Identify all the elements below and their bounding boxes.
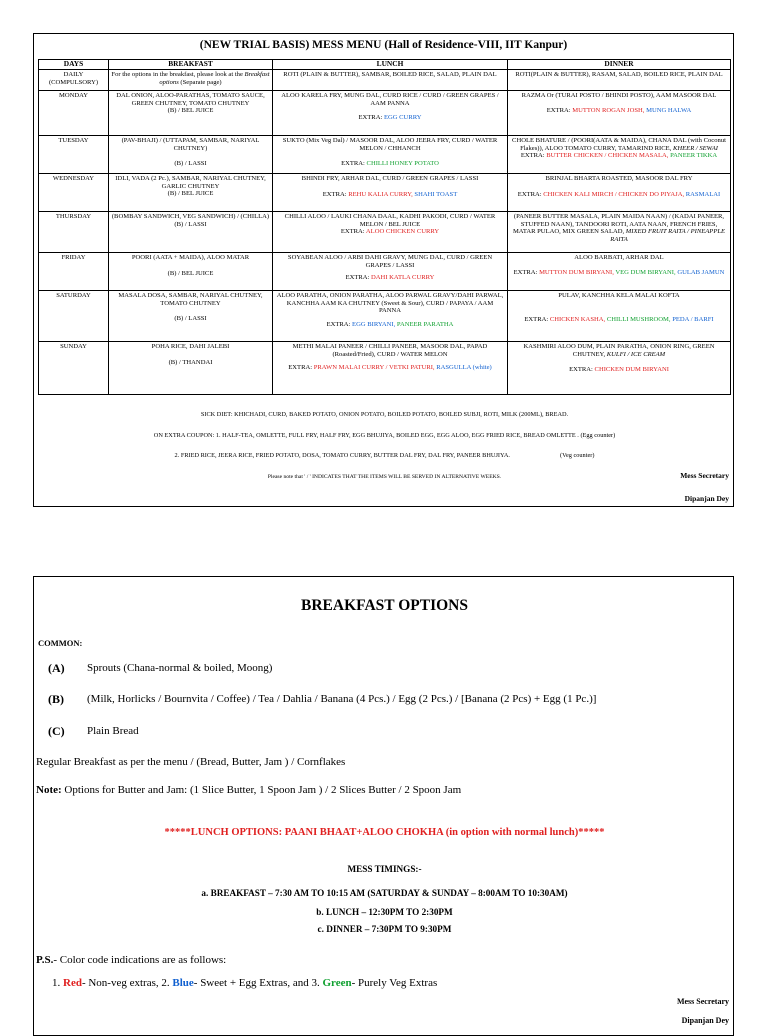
extra-line [510,152,728,160]
breakfast-cell [109,212,273,253]
dinner-cell [508,136,731,174]
lunch-cell [273,136,508,174]
alternation-note: Please note that ' / ' INDICATES THAT THE ITEMS WILL BE SERVED IN ALTERNATIVE WEEKS. [267,474,502,480]
breakfast-cell [109,136,273,174]
butter-jam-note [36,784,461,796]
table-row [39,136,731,174]
extra-line [275,228,505,236]
table-header-row [39,60,731,70]
ps-line [36,954,226,966]
extra-item: RASMALAI [685,190,721,198]
ps-label: P.S. [36,954,54,966]
header-breakfast: BREAKFAST [109,60,273,70]
extra-line [275,321,505,329]
extra-line [275,364,505,372]
cell-text: (PANEER BUTTER MASALA, PLAIN MAIDA NAAN) / (KADAI PANEER, STUFFED NAAN), TANDOORI ROTI, AATA NAAN, FRENCH FRIES, MATAR PULAO, MIX GREEN SALAD, [512,213,725,236]
lunch-cell: ROTI (PLAIN & BUTTER), SAMBAR, BOILED RICE, SALAD, PLAIN DAL [273,70,508,91]
mess-secretary-name: Dipanjan Dey [684,494,729,503]
cell-text: ALOO KARELA FRY, MUNG DAL, CURD RICE / CURD / GREEN GRAPES / AAM PANNA [281,92,499,107]
cell-text: CHOLE BHATURE / (POORI(AATA & MAIDA), CHANA DAL (with Coconut Flakes)), ALOO TOMATO CURRY, TAMARIND RICE, [512,137,726,152]
legend-red: Red [63,977,82,989]
option-a-label: (A) [48,661,65,675]
extra-line [510,191,728,199]
cell-text: IDLI, VADA (2 Pc.), SAMBAR, NARIYAL CHUTNEY, GARLIC CHUTNEY [115,175,266,190]
extra-item: CHICKEN KASHA, [549,315,607,323]
extra-item: MUTTON DUM BIRYANI, [539,268,616,276]
day-cell: TUESDAY [39,136,109,174]
timing-lunch: b. LUNCH – 12:30PM TO 2:30PM [316,907,453,917]
legend-text: 1. [52,977,63,989]
extra-line [275,114,505,122]
cell-text: SUKTO (Mix Veg Dal) / MASOOR DAL, ALOO JEERA FRY, CURD / WATER MELON / CHHANCH [282,137,498,152]
breakfast-cell [109,70,273,91]
cell-text: BRINJAL BHARTA ROASTED, MASOOR DAL FRY [545,175,693,182]
mess-timings-title: MESS TIMINGS:- [347,864,422,874]
cell-text: (PAV-BHAJI) / (UTTAPAM, SAMBAR, NARIYAL CHUTNEY) [121,137,260,152]
day-cell: DAILY (COMPULSORY) [39,70,109,91]
cell-text: (BOMBAY SANDWICH, VEG SANDWICH) / (CHILLA) [111,213,270,220]
day-cell: SATURDAY [39,291,109,342]
cell-text: (B) / LASSI [174,160,207,168]
cell-text: ALOO PARATHA, ONION PARATHA, ALOO PARWAL GRAVY/DAHI PARWAL, KANCHHA AAM KA CHUTNEY (Sweet & Sour), CURD / PAPAYA / AAM PANNA [276,292,504,315]
menu-table [38,59,731,395]
extra-label: EXTRA: [341,160,367,168]
cell-text: POORI (AATA + MAIDA), ALOO MATAR [131,254,250,261]
cell-text: ALOO BARBATI, ARHAR DAL [574,254,664,261]
extra-label: EXTRA: [358,114,384,122]
extra-item: CHICKEN DUM BIRYANI [594,366,669,374]
cell-text: (B) / BEL JUICE [167,269,214,277]
option-b-label: (B) [48,692,64,706]
extra-coupon-2 [34,452,735,459]
header-dinner: DINNER [508,60,731,70]
extra-line [275,160,505,168]
cell-text: (B) / BEL JUICE [167,190,214,198]
extra-label: EXTRA: [546,106,573,114]
mess-secretary-label-2: Mess Secretary [676,997,729,1006]
option-c-label: (C) [48,724,65,738]
table-row [39,291,731,342]
note-label: Note: [36,784,62,796]
coupon-tag: (Veg counter) [560,452,595,459]
breakfast-options-panel [33,576,734,1036]
extra-line [510,107,728,115]
dinner-cell [508,174,731,212]
cell-text: (B) / LASSI [174,315,207,323]
day-cell: FRIDAY [39,253,109,291]
cell-text: MIXED FRUIT RAITA / PINEAPPLE RAITA [610,228,726,243]
cell-text: KASHMIRI ALOO DUM, PLAIN PARATHA, ONION RING, GREEN CHUTNEY, [523,343,715,358]
cell-text: Breakfast options [159,71,270,86]
lunch-cell [273,342,508,395]
mess-secretary-label: Mess Secretary [680,471,729,480]
option-b-text: (Milk, Horlicks / Bournvita / Coffee) / Tea / Dahlia / Banana (4 Pcs.) / Egg (2 Pcs.) / [Banana (2 Pcs) + Egg (1 Pc.)] [87,693,597,705]
extra-line [275,191,505,199]
extra-item: EGG BIRYANI, [352,320,397,328]
extra-label: EXTRA: [524,315,550,323]
extra-item: EGG CURRY [383,114,422,122]
extra-label: EXTRA: [326,320,353,328]
extra-item: DAHI KATLA CURRY [371,274,435,282]
header-days: DAYS [39,60,109,70]
extra-label: EXTRA: [288,364,314,372]
cell-text: MASALA DOSA, SAMBAR, NARIYAL CHUTNEY, TOMATO CHUTNEY [118,292,263,307]
dinner-cell [508,291,731,342]
cell-text: (B) / LASSI [174,220,207,228]
menu-title: (NEW TRIAL BASIS) MESS MENU (Hall of Residence-VIII, IIT Kanpur) [199,39,568,51]
timing-breakfast: a. BREAKFAST – 7:30 AM TO 10:15 AM (SATURDAY & SUNDAY – 8:00AM TO 10:30AM) [201,888,568,898]
extra-label: EXTRA: [513,268,540,276]
regular-breakfast: Regular Breakfast as per the menu / (Bread, Butter, Jam ) / Cornflakes [36,756,346,768]
day-cell: SUNDAY [39,342,109,395]
coupon-text: 2. FRIED RICE, JEERA RICE, FRIED POTATO, DOSA, TOMATO CURRY, BUTTER DAL FRY, DAL FRY, PANEER BHUJIYA. [174,452,510,459]
lunch-cell [273,253,508,291]
extra-item: MUTTON ROGAN JOSH, [572,106,647,114]
extra-item: GULAB JAMUN [677,268,725,276]
breakfast-cell [109,342,273,395]
timing-dinner: c. DINNER – 7:30PM TO 9:30PM [317,924,452,934]
lunch-cell [273,174,508,212]
lunch-cell [273,91,508,136]
extra-coupon-1: ON EXTRA COUPON: 1. HALF-TEA, OMLETTE, FULL FRY, HALF FRY, EGG BHUJIYA, BOILED EGG, EGG ALOO, EGG FRIED RICE, BREAD OMLETTE . (Egg counter) [153,432,616,439]
extra-label: EXTRA: [345,274,372,282]
breakfast-title: BREAKFAST OPTIONS [301,597,468,614]
option-a-text: Sprouts (Chana-normal & boiled, Moong) [87,662,273,674]
table-row [39,212,731,253]
header-lunch: LUNCH [273,60,508,70]
lunch-cell [273,291,508,342]
extra-item: CHILLI MUSHROOM, [606,315,673,323]
extra-line [510,316,728,324]
breakfast-cell [109,91,273,136]
cell-text: POHA RICE, DAHI JALEBI [151,343,230,350]
table-row [39,174,731,212]
extra-label: EXTRA: [520,152,547,160]
table-row [39,91,731,136]
legend-blue: Blue [172,977,194,989]
table-row [39,70,731,91]
option-c-text: Plain Bread [87,725,139,737]
cell-text: KULFI / ICE CREAM [606,350,666,358]
note-text: Options for Butter and Jam: (1 Slice Butter, 1 Spoon Jam ) / 2 Slices Butter / 2 Spoon Jam [61,784,462,796]
legend-text: - Non-veg extras, 2. [81,977,173,989]
extra-item: PANEER PARATHA [396,320,454,328]
lunch-options: *****LUNCH OPTIONS: PAANI BHAAT+ALOO CHOKHA (in option with normal lunch)***** [164,827,605,838]
table-row [39,253,731,291]
cell-text [510,343,728,358]
legend-green: Green [322,977,352,989]
extra-line [510,269,728,277]
legend-text: - Sweet + Egg Extras, and 3. [193,977,323,989]
cell-text: METHI MALAI PANEER / CHILLI PANEER, MASOOR DAL, PAPAD (Roasted/Fried), CURD / WATER MELON [292,343,488,358]
extra-label: EXTRA: [340,228,366,236]
dinner-cell [508,253,731,291]
dinner-cell [508,342,731,395]
extra-item: PANEER TIKKA [670,152,718,160]
cell-text: (Separate page) [178,78,222,86]
cell-text: SOYABEAN ALOO / ARBI DAHI GRAVY, MUNG DAL, CURD / GREEN GRAPES / LASSI [287,254,493,269]
cell-text: PULAV, KANCHHA KELA MALAI KOFTA [558,292,680,299]
extra-item: CHICKEN KALI MIRCH / CHICKEN DO PIYAJA, [543,190,686,198]
extra-item: REHU KALIA CURRY, [348,190,415,198]
cell-text: For the options in the breakfast, please look at the [111,71,245,78]
breakfast-cell [109,291,273,342]
cell-text: DAL ONION, ALOO-PARATHAS, TOMATO SAUCE, GREEN CHUTNEY, TOMATO CHUTNEY [116,92,265,107]
extra-item: MUNG HALWA [646,106,692,114]
extra-item: CHILLI HONEY POTATO [366,160,439,168]
lunch-cell [273,212,508,253]
extra-item: SHAHI TOAST [414,190,458,198]
cell-text: BHINDI FRY, ARHAR DAL, CURD / GREEN GRAPES / LASSI [301,175,479,182]
cell-text: RAZMA Or (TURAI POSTO / BHINDI POSTO), AAM MASOOR DAL [521,92,717,99]
extra-item: VEG DUM BIRYANI, [615,268,678,276]
cell-text: (B) / THANDAI [168,358,213,366]
extra-label: EXTRA: [569,366,595,374]
dinner-cell: ROTI(PLAIN & BUTTER), RASAM, SALAD, BOILED RICE, PLAIN DAL [508,70,731,91]
day-cell: THURSDAY [39,212,109,253]
cell-text: (B) / BEL JUICE [167,107,214,115]
extra-item: PRAWN MALAI CURRY / VETKI PATURI, [313,364,437,372]
breakfast-cell [109,174,273,212]
legend-text: - Purely Veg Extras [351,977,438,989]
sick-diet: SICK DIET: KHICHADI, CURD, BAKED POTATO, ONION POTATO, BOILED POTATO, BOILED SUBJI, ROTI, MILK (200ML), BREAD. [200,411,569,418]
mess-menu-panel [33,33,734,507]
extra-item: PEDA / BARFI [672,315,714,323]
extra-item: BUTTER CHICKEN / CHICKEN MASALA, [546,152,671,160]
ps-text: - Color code indications are as follows: [53,954,227,966]
extra-line [275,274,505,282]
color-code-legend [52,977,437,989]
dinner-cell [508,91,731,136]
breakfast-cell [109,253,273,291]
table-row [39,342,731,395]
common-label: COMMON: [38,638,83,648]
extra-label: EXTRA: [517,190,544,198]
extra-label: EXTRA: [322,190,349,198]
day-cell: MONDAY [39,91,109,136]
extra-item: RASGULLA (white) [436,364,492,372]
day-cell: WEDNESDAY [39,174,109,212]
extra-line [510,366,728,374]
dinner-cell [508,212,731,253]
cell-text: CHILLI ALOO / LAUKI CHANA DAAL, KADHI PAKODI, CURD / WATER MELON / BEL JUICE [284,213,496,228]
cell-text [510,137,728,152]
cell-text: KHEER / SEWAI [672,144,718,152]
extra-item: ALOO CHICKEN CURRY [365,228,440,236]
mess-secretary-name-2: Dipanjan Dey [681,1016,729,1025]
